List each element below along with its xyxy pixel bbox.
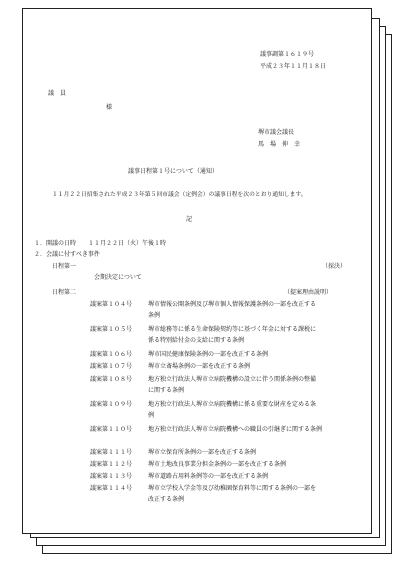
doc-number: 議事調第１６１９号	[260, 51, 315, 58]
bill-number: 議案第１１３号	[90, 473, 133, 480]
bill-number: 議案第１０５号	[90, 326, 133, 333]
bill-title-line1: 堺市国民健康保険条例の一部を改正する条例	[148, 351, 269, 358]
bill-number: 議案第１０９号	[90, 401, 133, 408]
agenda1-subject: 会期決定について	[94, 274, 142, 281]
doc-date: 平成２３年１１月１８日	[260, 63, 327, 70]
sender-name: 馬 場 伸 幸	[258, 141, 301, 148]
agenda1-status: （採決）	[322, 263, 347, 270]
item-meeting-datetime: １．開議の日時 １１月２２日（火）午後１時	[34, 240, 167, 247]
bill-number: 議案第１１１号	[90, 449, 133, 456]
bill-number: 議案第１０４号	[90, 301, 133, 308]
ki-heading: 記	[186, 216, 193, 223]
agenda2-label: 日程第二	[52, 289, 77, 296]
document-subject: 議事日程第１号について（通知）	[128, 168, 218, 175]
bill-title-line1: 堺市立保育所条例の一部を改正する条例	[148, 449, 257, 456]
agenda2-status: （提案理由説明）	[284, 289, 333, 296]
bill-number: 議案第１０６号	[90, 351, 133, 358]
bill-number: 議案第１０８号	[90, 376, 133, 383]
bill-number: 議案第１０７号	[90, 363, 133, 370]
bill-title-line2: 条例	[148, 312, 161, 319]
bill-title-line1: 地方独立行政法人堺市立病院機構に係る重要な財産を定める条	[148, 401, 317, 408]
agenda1-label: 日程第一	[52, 263, 77, 270]
bill-title-line2: 改正する条例	[148, 496, 185, 503]
bill-list	[22, 301, 372, 511]
bill-title-line1: 堺市土地改良事業分担金条例の一部を改正する条例	[148, 461, 287, 468]
bill-title-line2: 例	[148, 412, 155, 419]
bill-number: 議案第１１０号	[90, 426, 133, 433]
bill-title-line1: 堺市総務等に係る生命保険契約等に基づく年金に対する課税に	[148, 326, 317, 333]
addressee-title: 議 員	[48, 90, 67, 97]
bill-title-line1: 堺市立学校入学金等及び幼稚園保育料等に関する条例の一部を	[148, 485, 317, 492]
item-agenda-heading: ２．会議に付すべき事件	[34, 251, 100, 258]
bill-number: 議案第１１４号	[90, 485, 133, 492]
document-content	[22, 8, 372, 534]
bill-title-line2: に関する条例	[148, 387, 185, 394]
bill-title-line2: 係る特別給付金の支給に関する条例	[148, 337, 245, 344]
addressee-honorific: 様	[106, 104, 113, 111]
bill-title-line1: 堺市情報公開条例及び堺市個人情報保護条例の一部を改正する	[148, 301, 317, 308]
bill-title-line1: 地方独立行政法人堺市立病院機構の設立に伴う関係条例の整備	[148, 376, 317, 383]
bill-title-line1: 地方独立行政法人堺市立病院機構への職員の引継ぎに関する条例	[148, 426, 323, 433]
bill-number: 議案第１１２号	[90, 461, 133, 468]
bill-title-line1: 堺市道路占用料条例等の一部を改正する条例	[148, 473, 269, 480]
bill-title-line1: 堺市立斎場条例の一部を改正する条例	[148, 363, 251, 370]
body-text: １１月２２日招集された平成２３年第５回市議会（定例会）の議事日程を次のとおり通知します。	[52, 192, 307, 198]
sender-title: 堺市議会議長	[258, 129, 295, 136]
